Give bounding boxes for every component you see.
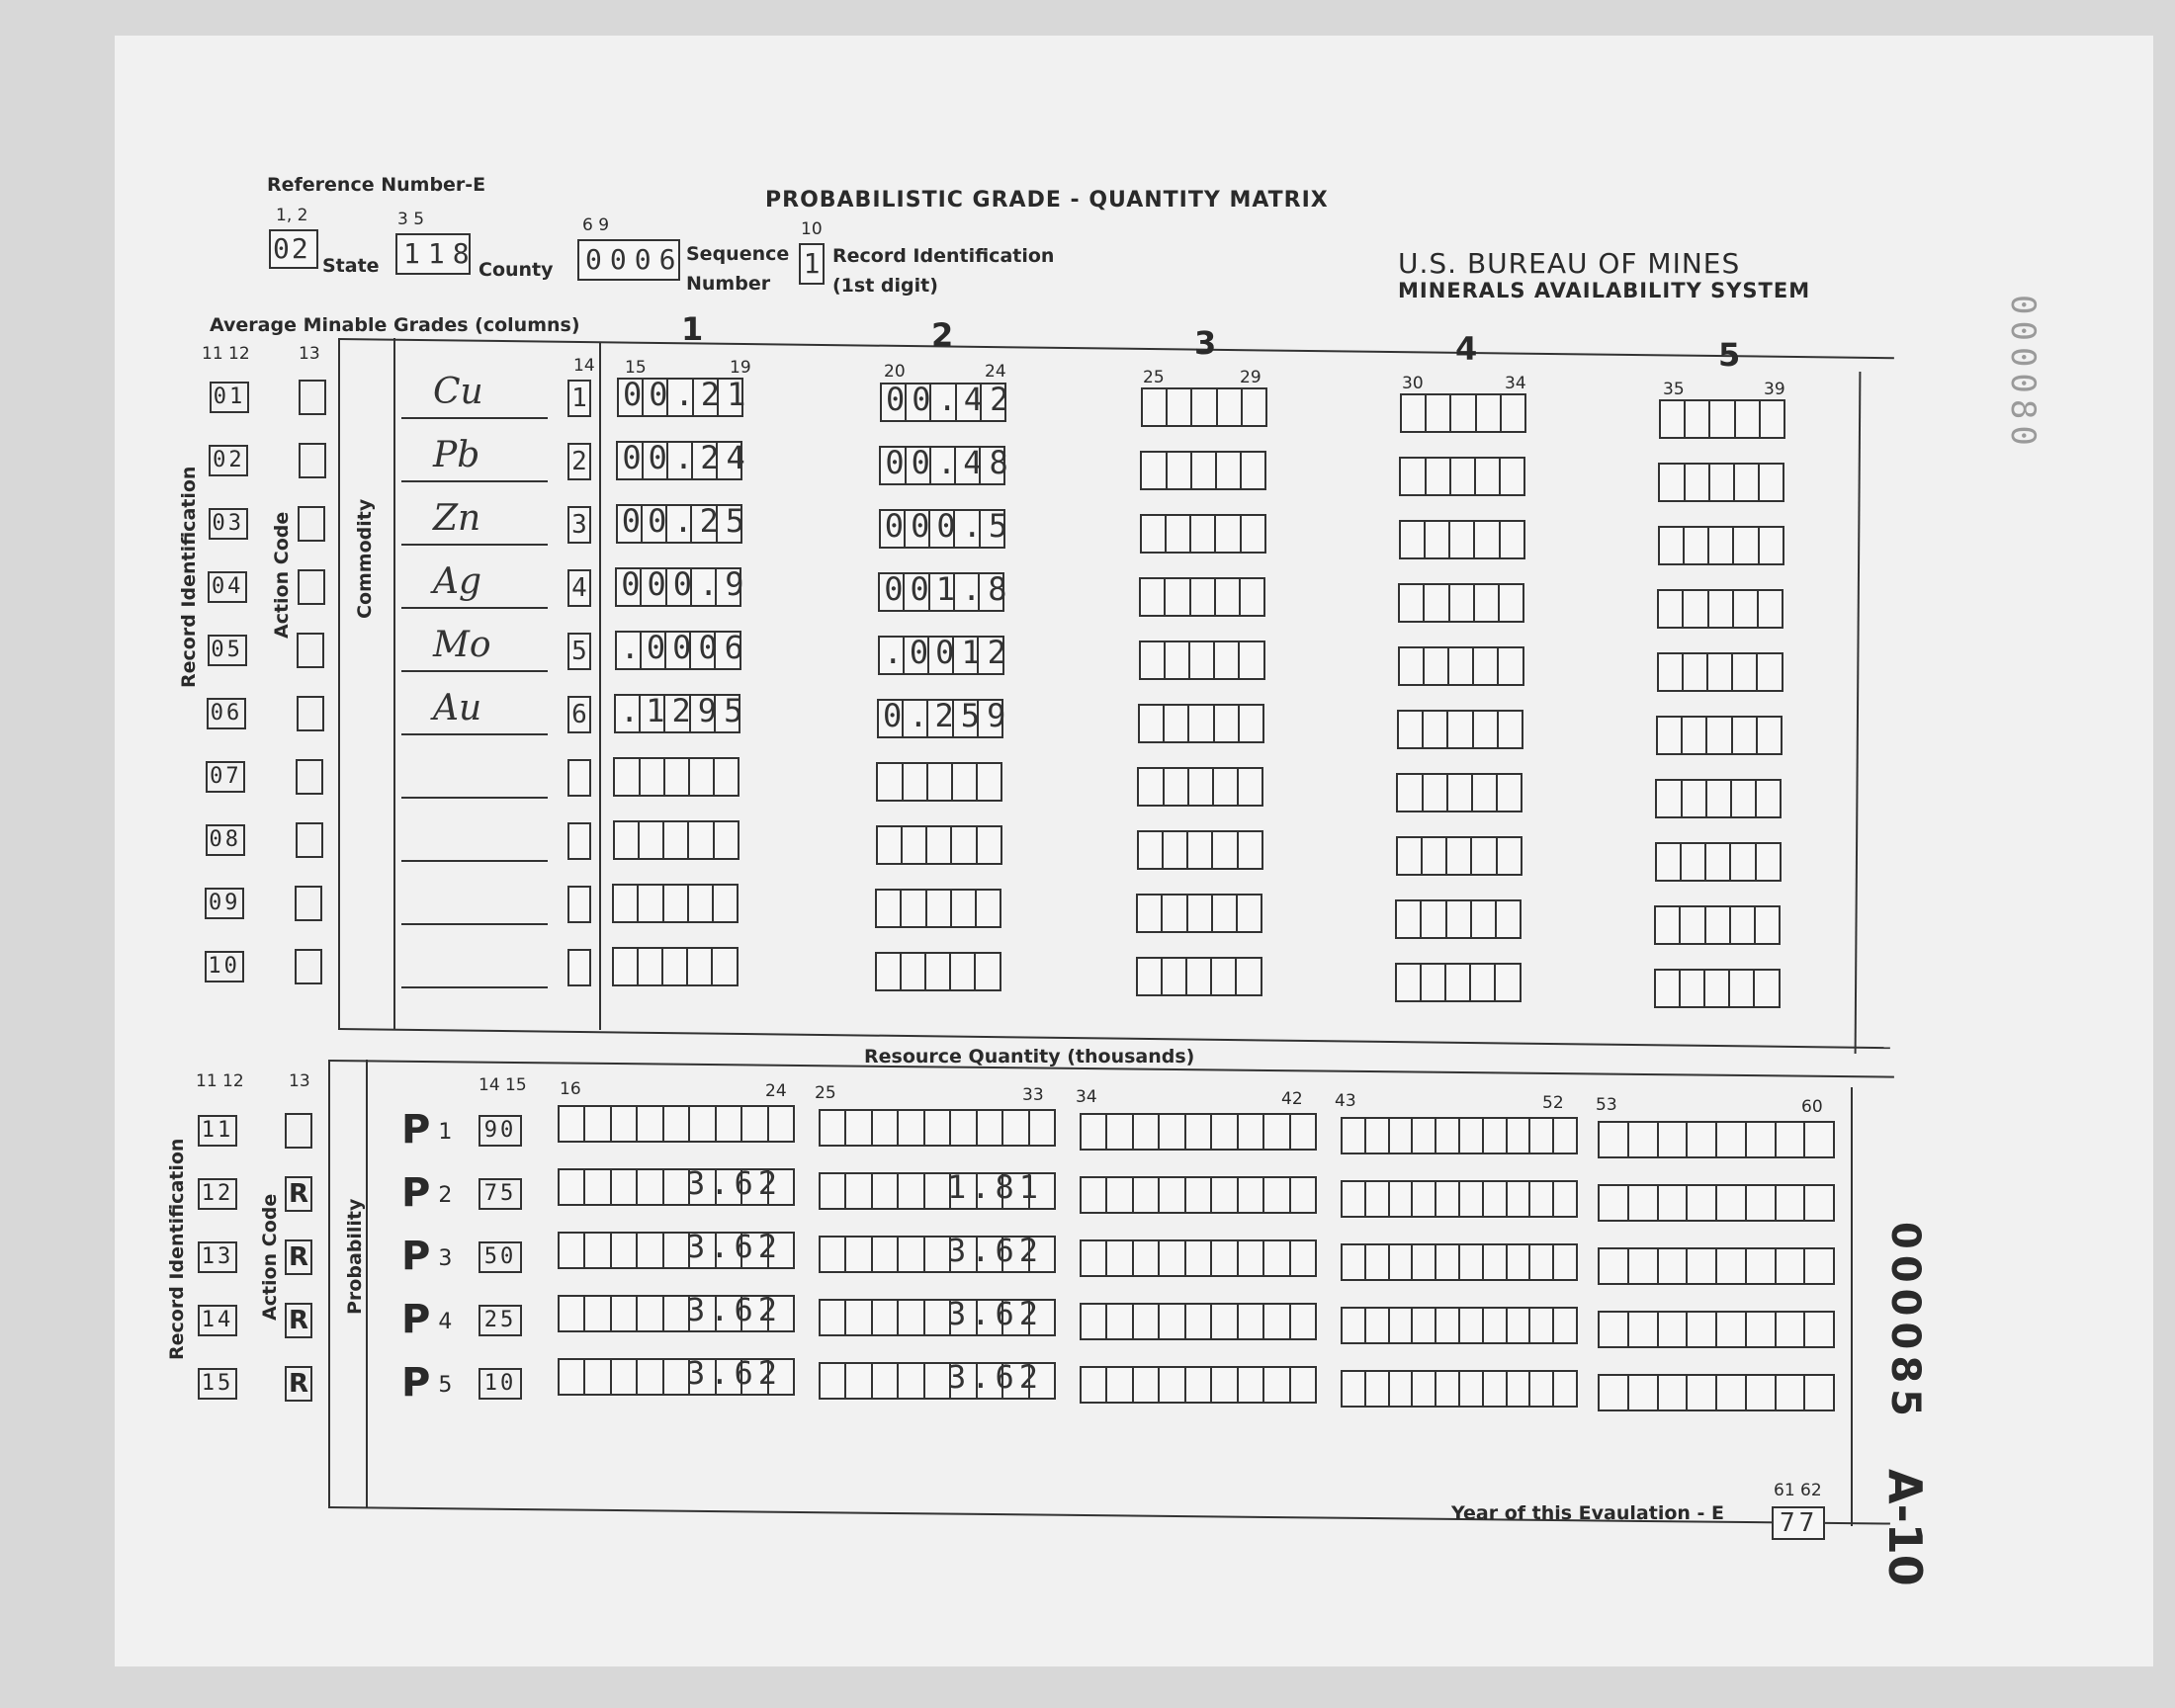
grade-value: 001.8 (884, 570, 1014, 608)
grade-cells[interactable] (1137, 830, 1263, 870)
q-action-code-box[interactable]: R (285, 1239, 312, 1275)
grade-cells[interactable] (1395, 963, 1522, 1002)
year-value[interactable]: 77 (1772, 1506, 1825, 1540)
q-action-code-label: Action Code (259, 1193, 281, 1321)
grade-cells[interactable] (613, 820, 740, 860)
quantity-cells[interactable] (1080, 1366, 1317, 1404)
range-35: 35 (1663, 380, 1685, 399)
probability-number: 1 (438, 1119, 453, 1145)
commodity-line (401, 670, 548, 672)
grade-cells[interactable] (1399, 457, 1525, 496)
quantity-cells[interactable] (1341, 1370, 1578, 1408)
grade-cells[interactable] (1398, 583, 1524, 623)
commodity-name[interactable]: Mo (433, 625, 491, 665)
grade-cells[interactable] (1659, 399, 1785, 439)
grade-cells[interactable] (1141, 387, 1267, 427)
probability-p: P (401, 1297, 431, 1342)
q-record-id-box[interactable]: 11 (198, 1115, 237, 1147)
grade-cells[interactable] (876, 762, 1002, 802)
q-record-id-box[interactable]: 12 (198, 1178, 237, 1210)
commodity-line (401, 417, 548, 419)
quantity-value: 3.62 (947, 1358, 1044, 1396)
probability-p: P (401, 1107, 431, 1153)
grade-value: 00.21 (623, 376, 753, 413)
quantity-cells[interactable] (1598, 1184, 1835, 1222)
action-code-label: Action Code (271, 511, 293, 639)
grade-cells[interactable] (1657, 589, 1784, 629)
record-id-box[interactable]: 08 (206, 824, 245, 856)
grade-column-4: 4 (1455, 330, 1478, 368)
probability-p: P (401, 1234, 431, 1279)
commodity-code-box[interactable] (567, 949, 591, 986)
county-value[interactable]: 118 (395, 233, 471, 275)
probability-p: P (401, 1360, 431, 1406)
commodity-name[interactable]: Au (433, 688, 482, 728)
q-record-identification-label: Record Identification (166, 1138, 188, 1360)
quantity-value: 3.62 (947, 1295, 1044, 1332)
range-20: 20 (884, 362, 906, 382)
reference-label: Reference Number-E (267, 174, 486, 196)
grades-frame-left (338, 338, 340, 1030)
quantity-value: 3.62 (686, 1354, 783, 1392)
grade-cells[interactable] (875, 889, 1001, 928)
stamp-right: 000085 (1882, 1222, 1928, 1422)
probability-divider (366, 1060, 368, 1508)
commodity-code-box[interactable] (567, 886, 591, 923)
probability-row-label (401, 1360, 452, 1406)
probability-p: P (401, 1170, 431, 1216)
commodity-label: Commodity (354, 498, 376, 619)
quantity-cells[interactable] (1341, 1117, 1578, 1154)
commodity-code-box[interactable]: 4 (567, 569, 591, 607)
commodity-code-box[interactable] (567, 759, 591, 797)
quantity-value: 1.81 (947, 1168, 1044, 1206)
grade-column-1: 1 (681, 310, 704, 348)
grade-cells[interactable] (1399, 520, 1525, 559)
system-name: MINERALS AVAILABILITY SYSTEM (1398, 279, 1811, 302)
grade-cells[interactable] (1139, 577, 1265, 617)
commodity-name[interactable]: Ag (433, 561, 482, 602)
grade-cells[interactable] (875, 952, 1001, 991)
grade-value: 00.48 (885, 444, 1015, 481)
commodity-divider (393, 338, 395, 1030)
action-code-box[interactable] (298, 506, 325, 542)
grade-value: 000.9 (621, 565, 751, 603)
quantity-value: 3.62 (686, 1164, 783, 1202)
range-25: 25 (1143, 368, 1165, 387)
grade-value: 0.259 (883, 697, 1013, 734)
q-action-code-box[interactable]: R (285, 1176, 312, 1212)
grade-cells[interactable] (1139, 640, 1265, 680)
range-34: 34 (1505, 374, 1526, 393)
grade-cells[interactable] (1137, 767, 1263, 807)
action-code-box[interactable] (299, 380, 326, 415)
probability-label: Probability (344, 1198, 366, 1315)
probability-box[interactable]: 10 (478, 1368, 522, 1400)
grade-cells[interactable] (613, 757, 740, 797)
grade-cells[interactable] (1658, 463, 1784, 502)
commodity-line (401, 986, 548, 988)
col-11-12-label: 11 12 (202, 344, 250, 364)
commodity-code-box[interactable] (567, 822, 591, 860)
q-range-43: 43 (1335, 1091, 1356, 1111)
q-range-52: 52 (1542, 1093, 1564, 1113)
commodity-line (401, 607, 548, 609)
record-id-box[interactable]: 09 (205, 888, 244, 919)
probability-row-label (401, 1297, 452, 1342)
q-action-code-box[interactable]: R (285, 1366, 312, 1402)
record-id-box[interactable]: 02 (209, 445, 248, 476)
probability-number: 5 (438, 1372, 453, 1398)
q-range-42: 42 (1281, 1089, 1303, 1109)
stamp-top: 000080 (2003, 295, 2043, 452)
agency-name: U.S. BUREAU OF MINES (1398, 247, 1741, 280)
commodity-code-box[interactable]: 1 (567, 380, 591, 417)
grade-cells[interactable] (1136, 894, 1262, 933)
action-code-box[interactable] (296, 759, 323, 795)
q-range-33: 33 (1022, 1085, 1044, 1105)
action-code-box[interactable] (297, 633, 324, 668)
quantity-cells[interactable] (1598, 1247, 1835, 1285)
first-digit-label: (1st digit) (832, 275, 938, 297)
record-id-box[interactable]: 06 (207, 698, 246, 729)
grades-frame-right (1855, 372, 1862, 1054)
quantity-cells[interactable] (1080, 1239, 1317, 1277)
q-action-code-box[interactable]: R (285, 1303, 312, 1338)
grade-column-3: 3 (1194, 324, 1217, 362)
grade-cells[interactable] (1396, 836, 1522, 876)
grade-cells[interactable] (1140, 514, 1266, 554)
commodity-line (401, 797, 548, 799)
range-15: 15 (625, 358, 647, 378)
col-3-5-label: 3 5 (397, 210, 425, 229)
grades-frame-top (338, 338, 1894, 359)
grade-cells[interactable] (1136, 957, 1262, 996)
probability-box[interactable]: 25 (478, 1305, 522, 1336)
record-id-box[interactable]: 07 (206, 761, 245, 793)
record-id-box[interactable]: 03 (209, 508, 248, 540)
q-record-id-box[interactable]: 15 (198, 1368, 237, 1400)
grade-cells[interactable] (1654, 969, 1781, 1008)
grade-cells[interactable] (1655, 842, 1782, 882)
q-range-24: 24 (765, 1081, 787, 1101)
q-range-25: 25 (815, 1083, 836, 1103)
range-24: 24 (985, 362, 1006, 382)
q-col-14-15-label: 14 15 (478, 1075, 527, 1095)
q-range-16: 16 (560, 1079, 581, 1099)
action-code-box[interactable] (299, 443, 326, 478)
year-label: Year of this Evaulation - E (1451, 1502, 1725, 1524)
grade-value: .1295 (620, 692, 750, 729)
range-29: 29 (1240, 368, 1262, 387)
col-6-9-label: 6 9 (582, 215, 610, 235)
q-record-id-box[interactable]: 13 (198, 1241, 237, 1273)
range-39: 39 (1764, 380, 1785, 399)
record-id-value[interactable]: 1 (799, 243, 825, 285)
page-label: A-10 (1878, 1469, 1932, 1586)
q-range-34: 34 (1076, 1087, 1097, 1107)
grade-cells[interactable] (1400, 393, 1526, 433)
commodity-code-box[interactable]: 6 (567, 696, 591, 733)
q-col-13-label: 13 (289, 1071, 310, 1091)
action-code-box[interactable] (295, 886, 322, 921)
commodity-name[interactable]: Cu (433, 372, 483, 412)
commodity-code-box[interactable]: 5 (567, 633, 591, 670)
sequence-label: Sequence (686, 243, 790, 265)
commodity-line (401, 480, 548, 482)
grade-column-5: 5 (1718, 336, 1741, 374)
grade-value: .0006 (620, 629, 750, 666)
col-13-label: 13 (299, 344, 320, 364)
action-code-box[interactable] (298, 569, 325, 605)
range-19: 19 (730, 358, 751, 378)
probability-row-label (401, 1234, 452, 1279)
commodity-name[interactable]: Pb (433, 435, 480, 475)
values-divider (599, 342, 601, 1030)
quantity-cells[interactable] (1080, 1176, 1317, 1214)
grade-value: 000.5 (884, 507, 1015, 545)
quantity-cells[interactable] (1341, 1180, 1578, 1218)
col-1-2-label: 1, 2 (276, 206, 308, 225)
probability-box[interactable]: 50 (478, 1241, 522, 1273)
probability-box[interactable]: 90 (478, 1115, 522, 1147)
quantity-cells[interactable] (1598, 1311, 1835, 1348)
state-label: State (322, 255, 380, 277)
quantity-value: 3.62 (686, 1228, 783, 1265)
probability-row-label (401, 1170, 452, 1216)
grade-cells[interactable] (1658, 526, 1784, 565)
probability-box[interactable]: 75 (478, 1178, 522, 1210)
record-id-box[interactable]: 04 (208, 571, 247, 603)
number-label: Number (686, 273, 771, 295)
quantity-value: 3.62 (947, 1232, 1044, 1269)
grades-section-label: Average Minable Grades (columns) (210, 314, 580, 336)
quantity-cells[interactable] (1598, 1121, 1835, 1158)
action-code-box[interactable] (296, 822, 323, 858)
record-id-box[interactable]: 10 (205, 951, 244, 982)
grade-cells[interactable] (1138, 704, 1264, 743)
form-sheet (115, 36, 2153, 1666)
grade-value: .0012 (883, 634, 1013, 671)
sequence-value[interactable]: 0006 (577, 239, 680, 281)
grade-cells[interactable] (1655, 779, 1782, 818)
form-title: PROBABILISTIC GRADE - QUANTITY MATRIX (765, 188, 1329, 213)
commodity-code-box[interactable]: 3 (567, 506, 591, 544)
grade-cells[interactable] (1397, 710, 1523, 749)
commodity-line (401, 544, 548, 546)
commodity-code-box[interactable]: 2 (567, 443, 591, 480)
quantity-cells[interactable] (1598, 1374, 1835, 1411)
grade-cells[interactable] (1395, 899, 1522, 939)
grade-cells[interactable] (1398, 646, 1524, 686)
quantity-cells[interactable] (1080, 1303, 1317, 1340)
grade-cells[interactable] (1656, 716, 1783, 755)
commodity-line (401, 923, 548, 925)
grade-value: 00.25 (621, 502, 752, 540)
record-id-box[interactable]: 01 (210, 382, 249, 413)
range-30: 30 (1402, 374, 1424, 393)
probability-number: 2 (438, 1182, 453, 1208)
q-col-11-12-label: 11 12 (196, 1071, 244, 1091)
quantity-frame-left (328, 1060, 330, 1508)
q-action-code-box[interactable] (285, 1113, 312, 1149)
quantity-cells[interactable] (1341, 1307, 1578, 1344)
quantity-cells[interactable] (558, 1105, 795, 1143)
q-range-53: 53 (1596, 1095, 1617, 1115)
record-id-box[interactable]: 05 (208, 635, 247, 666)
quantity-frame-right (1851, 1087, 1853, 1526)
probability-number: 4 (438, 1309, 453, 1334)
quantity-section-label: Resource Quantity (thousands) (864, 1046, 1195, 1068)
quantity-cells[interactable] (1080, 1113, 1317, 1151)
grade-cells[interactable] (1657, 652, 1784, 692)
record-identification-label: Record Identification (178, 466, 200, 688)
grade-value: 00.42 (886, 381, 1016, 418)
probability-number: 3 (438, 1245, 453, 1271)
grade-cells[interactable] (1654, 905, 1781, 945)
q-record-id-box[interactable]: 14 (198, 1305, 237, 1336)
action-code-box[interactable] (297, 696, 324, 731)
col-10-label: 10 (801, 219, 823, 239)
action-code-box[interactable] (295, 949, 322, 984)
grade-cells[interactable] (1396, 773, 1522, 812)
grade-value: 00.24 (622, 439, 752, 476)
grade-cells[interactable] (876, 825, 1002, 865)
quantity-cells[interactable] (1341, 1243, 1578, 1281)
record-id-label: Record Identification (832, 245, 1055, 267)
grade-cells[interactable] (612, 947, 739, 986)
commodity-name[interactable]: Zn (433, 498, 481, 539)
commodity-line (401, 860, 548, 862)
county-label: County (478, 259, 554, 281)
grade-cells[interactable] (1140, 451, 1266, 490)
grade-cells[interactable] (612, 884, 739, 923)
state-value[interactable]: 02 (269, 229, 318, 269)
commodity-line (401, 733, 548, 735)
year-cols-label: 61 62 (1774, 1481, 1822, 1500)
col-14-label: 14 (573, 356, 595, 376)
grade-column-2: 2 (931, 316, 954, 354)
quantity-cells[interactable] (819, 1109, 1056, 1147)
q-range-60: 60 (1801, 1097, 1823, 1117)
quantity-value: 3.62 (686, 1291, 783, 1328)
probability-row-label (401, 1107, 452, 1153)
